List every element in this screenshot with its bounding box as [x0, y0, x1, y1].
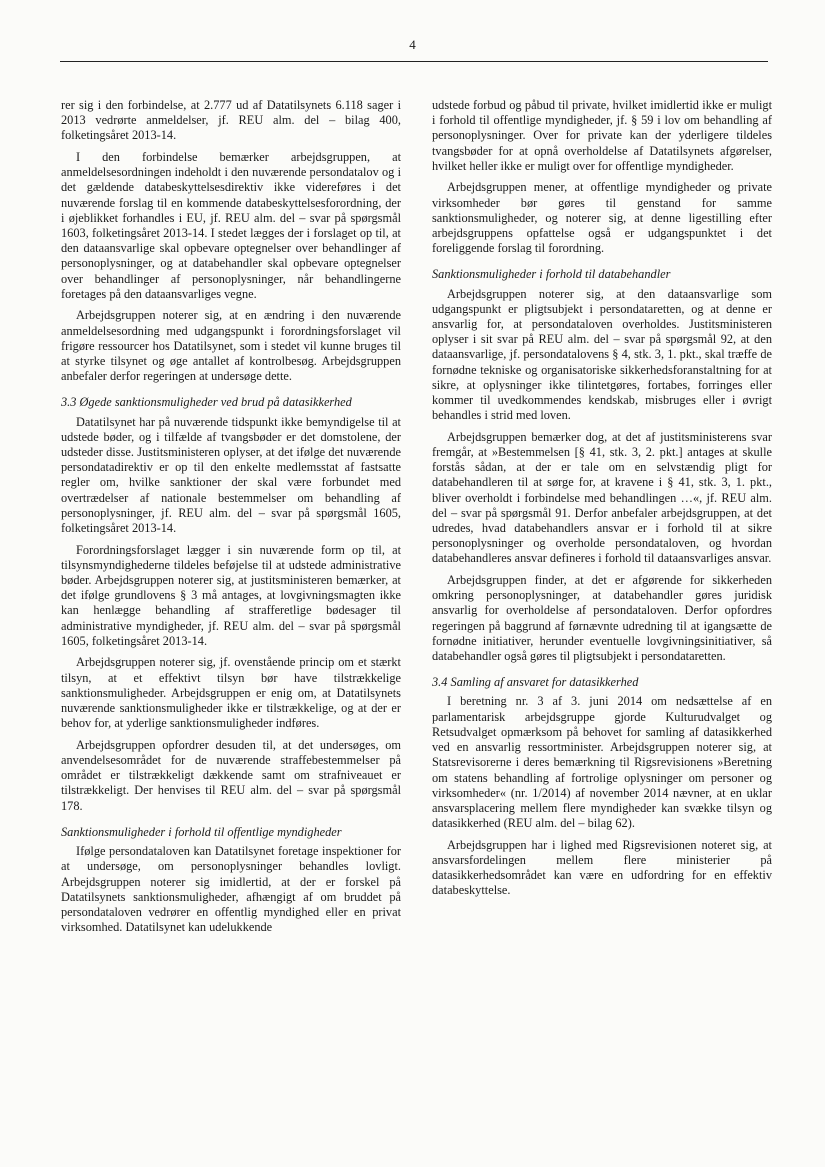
page-number: 4	[409, 37, 416, 52]
paragraph: Arbejdsgruppen finder, at det er afgørende for sikkerheden omkring personoplysninger, at databehandler gøres juridisk ansvarlig for overholdelse af persondataloven. Derfor opfordres regeringen på baggrund af førnævnte udredning til at igangsætte de fornødne initiativer, herunder eventuelle lovgivningsinitiativer, så databehandler også gøres til pligtsubjekt i persondataretten.	[432, 573, 772, 664]
paragraph: Arbejdsgruppen bemærker dog, at det af justitsministerens svar fremgår, at »Bestemmelsen [§ 41, stk. 3, 2. pkt.] antages at skulle forstås sådan, at der er tale om en selvstændig pligt for databehandleren til at sørge for, at kravene i § 41, stk. 3, 1. pkt., bliver overholdt i forbindelse med behandlingen …«, jf. REU alm. del – svar på spørgsmål 91. Derfor anbefaler arbejdsgruppen, at det udredes, hvad databehandlers ansvar er i forhold til at sikre personoplysninger og overholde persondataloven, og hvordan databehandleres ansvar defineres i forhold til dataansvarliges ansvar.	[432, 429, 772, 566]
paragraph: Arbejdsgruppen noterer sig, at den dataansvarlige som udgangspunkt er pligtsubjekt i persondataretten, og at denne er ansvarlig for, at persondataloven overholdes. Justitsministeren oplyser i sit svar på REU alm. del – svar på spørgsmål 92, at den dataansvarlige, jf. persondatalovens § 4, stk. 3, 1. pkt., skal træffe de fornødne tekniske og organisatoriske sikkerhedsforanstaltning for at sikre, at oplysninger ikke tilintetgøres, fortabes, forringes eller kommer til uvedkommendes kendskab, misbruges eller i øvrigt behandles i strid med loven.	[432, 286, 772, 423]
paragraph: rer sig i den forbindelse, at 2.777 ud af Datatilsynets 6.118 sager i 2013 vedrørte anmeldelser, jf. REU alm. del – bilag 400, folketingsåret 2013-14.	[61, 98, 401, 143]
right-column	[432, 98, 772, 905]
left-column	[61, 98, 401, 942]
paragraph: Arbejdsgruppen noterer sig, jf. ovenstående princip om et stærkt tilsyn, at et effektivt tilsyn bør have tilstrækkelige sanktionsmuligheder. Arbejdsgruppen er enig om, at Datatilsynets nuværende sanktionsmuligheder ikke er tilstrækkelige, og at der er behov for, at yderlige sanktionsmuligheder indføres.	[61, 655, 401, 731]
paragraph: I beretning nr. 3 af 3. juni 2014 om nedsættelse af en parlamentarisk arbejdsgruppe gjorde Kulturudvalget og Retsudvalget opmærksom på behovet for samling af datasikkerhed ved en ansvarlig ressortminister. Arbejdsgruppen noterer sig, at Statsrevisorerne i deres bemærkning til Rigsrevisionens »Beretning om statens behandling af fortrolige oplysninger om personer og virksomheder« (nr. 1/2014) af november 2014 nævner, at en uklar ansvarsplacering mellem flere myndigheder kan svække tilsyn og datasikkerhed (REU alm. del – bilag 62).	[432, 694, 772, 831]
section-heading: 3.4 Samling af ansvaret for datasikkerhed	[432, 675, 639, 690]
paragraph: Arbejdsgruppen har i lighed med Rigsrevisionen noteret sig, at ansvarsfordelingen mellem flere ministerier på datasikkerhedsområdet kan være en udfordring for en effektiv databeskyttelse.	[432, 837, 772, 898]
paragraph: Ifølge persondataloven kan Datatilsynet foretage inspektioner for at undersøge, om personoplysninger behandles lovligt. Arbejdsgruppen noterer sig imidlertid, at der er forskel på Datatilsynets sanktionsmuligheder, afhængigt af om bruddet på persondataloven vedrører en offentlig myndighed eller en privat virksomhed. Datatilsynet kan udelukkende	[61, 844, 401, 935]
section-heading: 3.3 Øgede sanktionsmuligheder ved brud på datasikkerhed	[61, 395, 352, 410]
paragraph: I den forbindelse bemærker arbejdsgruppen, at anmeldelsesordningen indeholdt i den nuværende persondatalov og i det gældende databeskyttelsesdirektiv ikke videreføres i det nuværende forslag til en kommende databeskyttelsesforordning, der i øjeblikket forhandles i EU, jf. REU alm. del – svar på spørgsmål 1603, folketingsåret 2013-14. I stedet lægges der i forslaget op til, at den dataansvarlige skal opbevare optegnelser over behandlinger af personoplysninger, og at databehandler skal opbevare optegnelser over behandlinger af personoplysninger, når behandlingerne foretages på den dataansvarliges vegne.	[61, 150, 401, 301]
paragraph: Arbejdsgruppen noterer sig, at en ændring i den nuværende anmeldelsesordning med udgangspunkt i forordningsforslaget vil frigøre ressourcer hos Datatilsynet, som i stedet vil kunne bruges til at styrke tilsynet og øge antallet af kontrolbesøg. Arbejdsgruppen anbefaler derfor regeringen at undersøge dette.	[61, 308, 401, 384]
paragraph: udstede forbud og påbud til private, hvilket imidlertid ikke er muligt i forhold til offentlige myndigheder, jf. § 59 i lov om behandling af personoplysninger. Over for private kan der yderligere tildeles tvangsbøder for at opnå overholdelse af Datatilsynets afgørelser, hvilket heller ikke er muligt over for offentlige myndigheder.	[432, 98, 772, 173]
paragraph: Arbejdsgruppen opfordrer desuden til, at det undersøges, om anvendelsesområdet for de nuværende straffebestemmelser på området er tilstrækkeligt dækkende samt om strafniveauet er tilstrækkeligt. Der henvises til REU alm. del – svar på spørgsmål 178.	[61, 737, 401, 813]
paragraph: Datatilsynet har på nuværende tidspunkt ikke bemyndigelse til at udstede bøder, og i tilfælde af tvangsbøder er det domstolene, der udsteder disse. Justitsministeren oplyser, at det ifølge det nuværende persondatadirektiv er op til den enkelte medlemsstat af fastsatte regler om, hvilke sanktioner der skal være forbundet med overtrædelser af nationale bestemmelser om behandling af personoplysninger, jf. REU alm. del – svar på spørgsmål 1605, folketingsåret 2013-14.	[61, 414, 401, 536]
paragraph: Forordningsforslaget lægger i sin nuværende form op til, at tilsynsmyndighederne tildeles beføjelse til at udstede administrative bøder. Arbejdsgruppen noterer sig, at justitsministeren bemærker, at det ifølge grundlovens § 3 må antages, at lovgivningsmagten ikke kan henlægge behandling af strafferetlige bødesager til administrative myndigheder, jf. REU alm. del – svar på spørgsmål 1605, folketingsåret 2013-14.	[61, 542, 401, 648]
header-rule	[60, 61, 768, 62]
paragraph: Arbejdsgruppen mener, at offentlige myndigheder og private virksomheder bør gøres til genstand for samme sanktionsmuligheder, og noterer sig, at denne ligestilling efter arbejdsgruppens opfattelse også er udgangspunktet i det foreliggende forslag til forordning.	[432, 180, 772, 256]
subsection-heading: Sanktionsmuligheder i forhold til databehandler	[432, 267, 671, 282]
subsection-heading: Sanktionsmuligheder i forhold til offentlige myndigheder	[61, 824, 342, 839]
